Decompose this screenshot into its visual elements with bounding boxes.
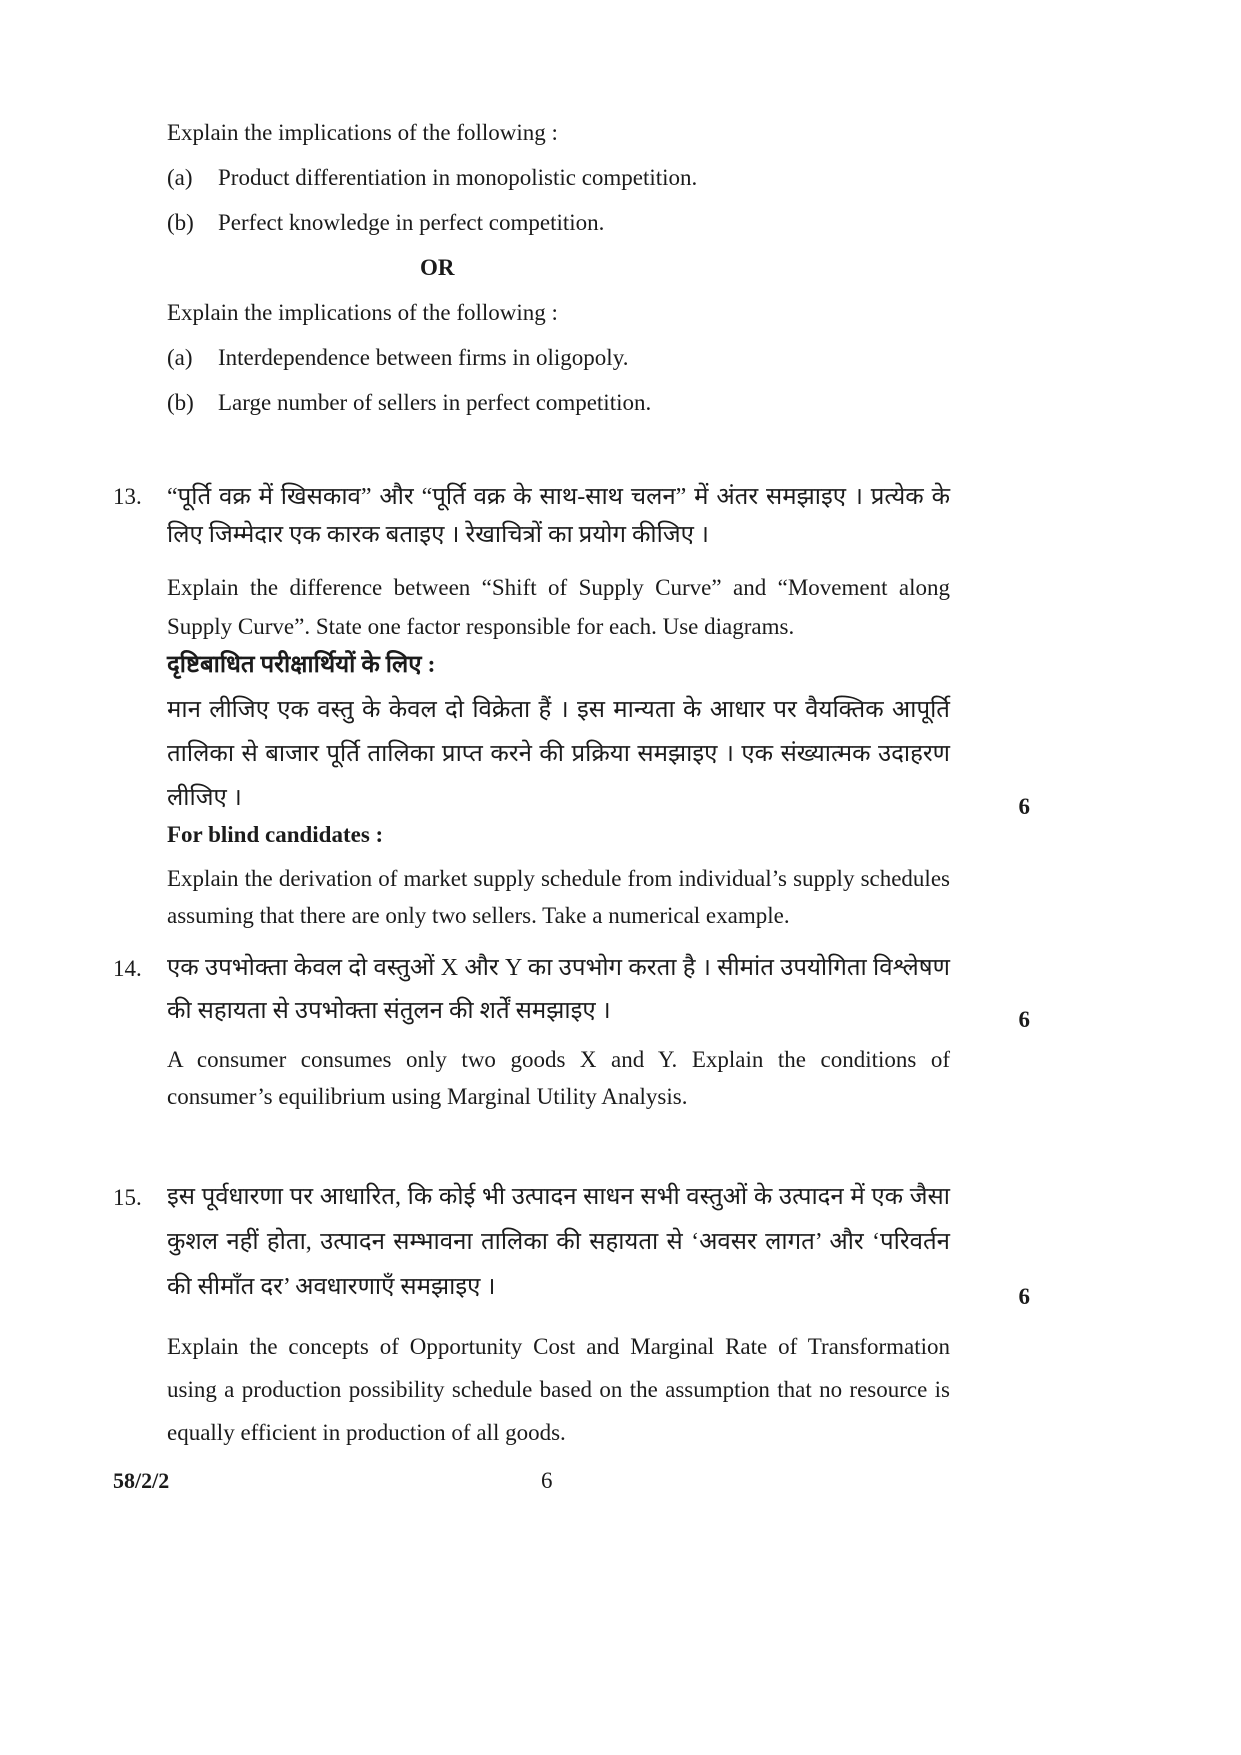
option-item bbox=[167, 380, 967, 425]
option-label: (b) bbox=[167, 390, 194, 415]
option-item bbox=[167, 335, 967, 380]
lead-sentence: Explain the implications of the following : bbox=[167, 120, 558, 145]
blind-candidates-heading-english: For blind candidates : bbox=[167, 822, 384, 847]
option-label: (a) bbox=[167, 345, 193, 370]
marks-badge: 6 bbox=[1018, 794, 1030, 819]
blind-candidates-text-hindi: मान लीजिए एक वस्तु के केवल दो विक्रेता हैं । इस मान्यता के आधार पर वैयक्तिक आपूर्ति तालिका से बाजार पूर्ति तालिका प्राप्त करने की प्रक्रिया समझाइए । एक संख्यात्मक उदाहरण लीजिए । bbox=[167, 697, 950, 811]
option-text: Large number of sellers in perfect competition. bbox=[218, 390, 652, 415]
footer-paper-code: 58/2/2 bbox=[113, 1468, 170, 1493]
question-14 bbox=[113, 947, 1030, 1115]
footer-page-number: 6 bbox=[541, 1468, 553, 1493]
option-label: (b) bbox=[167, 210, 194, 235]
question-number: 14. bbox=[113, 956, 142, 981]
option-text: Interdependence between firms in oligopoly. bbox=[218, 345, 629, 370]
question-15 bbox=[113, 1175, 1030, 1454]
marks-badge: 6 bbox=[1018, 1007, 1030, 1032]
question-text-hindi: इस पूर्वधारणा पर आधारित, कि कोई भी उत्पादन साधन सभी वस्तुओं के उत्पादन में एक जैसा कुशल नहीं होता, उत्पादन सम्भावना तालिका की सहायता से ‘अवसर लागत’ और ‘परिवर्तन की सीमाँत दर’ अवधारणाएँ समझाइए । bbox=[167, 1184, 950, 1300]
question-13 bbox=[113, 478, 1030, 934]
question-text-english: A consumer consumes only two goods X and Y. Explain the conditions of consumer’s equilibrium using Marginal Utility Analysis. bbox=[167, 1047, 950, 1109]
option-item bbox=[167, 155, 967, 200]
marks-badge: 6 bbox=[1018, 1284, 1030, 1309]
question-text-hindi: एक उपभोक्ता केवल दो वस्तुओं X और Y का उपभोग करता है । सीमांत उपयोगिता विश्लेषण की सहायता से उपभोक्ता संतुलन की शर्तें समझाइए । bbox=[167, 955, 950, 1024]
question-text-english: Explain the concepts of Opportunity Cost and Marginal Rate of Transformation using a production possibility schedule based on the assumption that no resource is equally efficient in production of all goods. bbox=[167, 1334, 950, 1445]
question-number: 13. bbox=[113, 484, 142, 509]
option-text: Product differentiation in monopolistic competition. bbox=[218, 165, 698, 190]
blind-candidates-heading-hindi: दृष्टिबाधित परीक्षार्थियों के लिए : bbox=[167, 652, 436, 678]
lead-sentence: Explain the implications of the following : bbox=[167, 300, 558, 325]
or-separator: OR bbox=[420, 255, 455, 280]
question-text-hindi: “पूर्ति वक्र में खिसकाव” और “पूर्ति वक्र के साथ-साथ चलन” में अंतर समझाइए । प्रत्येक के लिए जिम्मेदार एक कारक बताइए । रेखाचित्रों का प्रयोग कीजिए । bbox=[167, 484, 950, 548]
option-item bbox=[167, 200, 967, 245]
question-number: 15. bbox=[113, 1185, 142, 1210]
option-text: Perfect knowledge in perfect competition. bbox=[218, 210, 605, 235]
option-label: (a) bbox=[167, 165, 193, 190]
alternatives-block bbox=[167, 110, 967, 425]
question-text-english: Explain the difference between “Shift of Supply Curve” and “Movement along Supply Curve”. State one factor responsible for each. Use diagrams. bbox=[167, 575, 950, 639]
blind-candidates-text-english: Explain the derivation of market supply schedule from individual’s supply schedules assuming that there are only two sellers. Take a numerical example. bbox=[167, 866, 950, 928]
